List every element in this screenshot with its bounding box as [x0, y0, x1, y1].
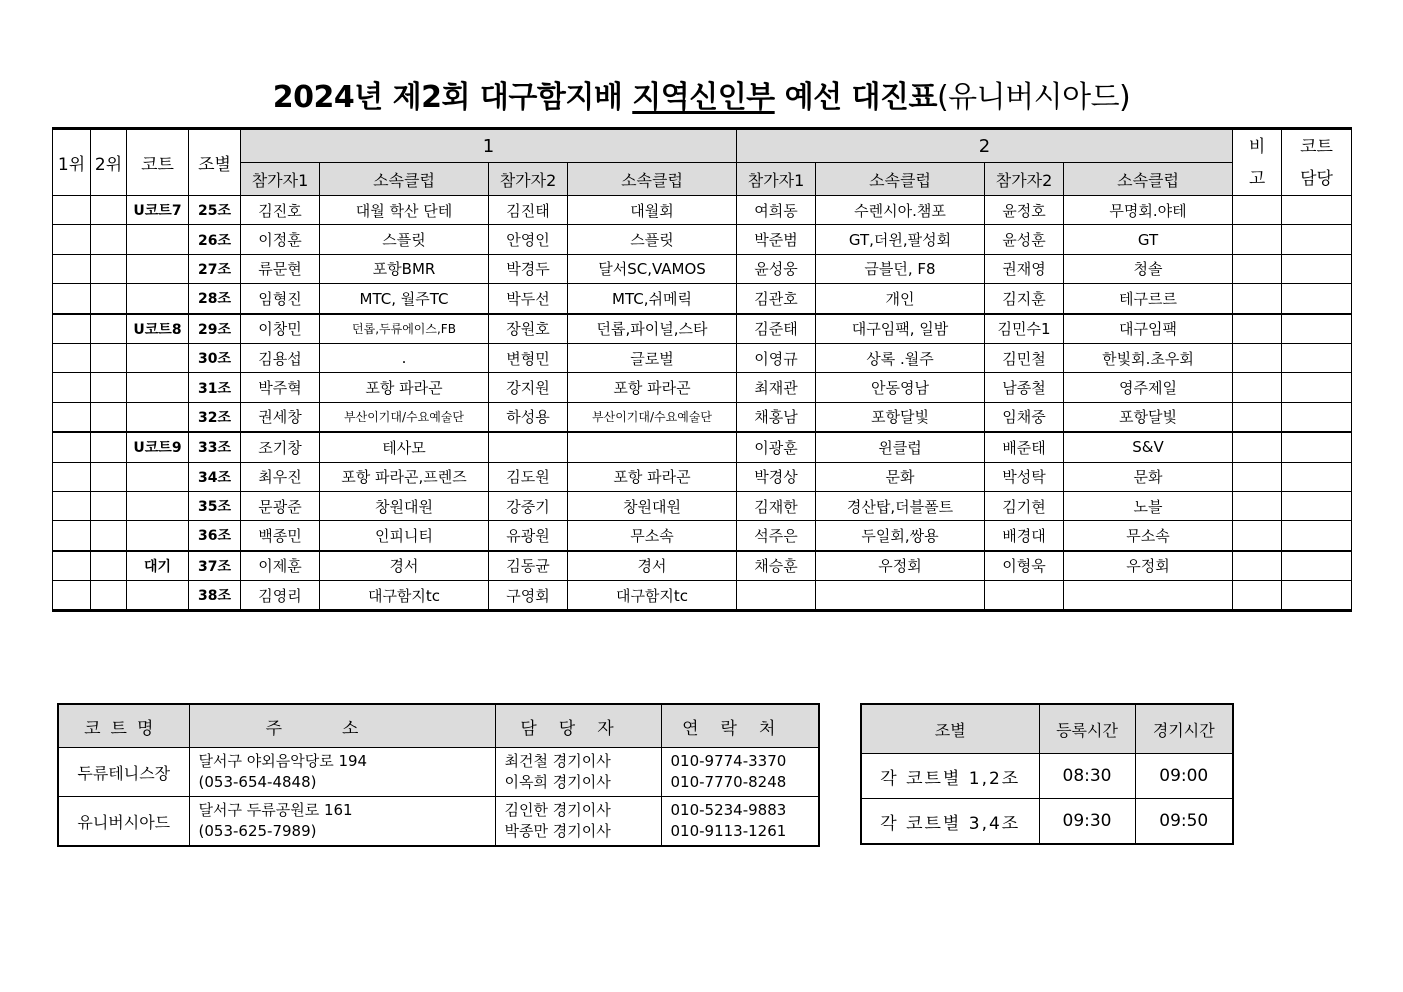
round1-player1: 이창민: [241, 314, 320, 344]
group-label: 31조: [189, 373, 241, 402]
round2-club1: 경산탑,더블폴트: [816, 491, 985, 520]
round1-player2: 박경두: [489, 254, 568, 283]
page-title: [0, 72, 1403, 116]
round1-club1: 인피니티: [320, 521, 489, 551]
round2-player2: 임채중: [985, 402, 1064, 432]
note-cell: [1233, 373, 1282, 402]
round1-player1: 최우진: [241, 462, 320, 491]
registration-time: 09:30: [1039, 799, 1135, 845]
court-label: [127, 373, 189, 402]
round2-player1: 김준태: [737, 314, 816, 344]
title-underlined: 지역신인부: [632, 80, 775, 115]
round2-player1: 박경상: [737, 462, 816, 491]
round2-club1: 문화: [816, 462, 985, 491]
staff-name: 박종만 경기이사: [504, 822, 611, 840]
table-row: [53, 196, 1352, 225]
court-address: [189, 797, 495, 847]
manager-cell: [1282, 254, 1352, 283]
round2-club2: 한빛회.초우회: [1064, 343, 1233, 372]
manager-cell: [1282, 314, 1352, 344]
schedule-table: [860, 703, 1234, 845]
round2-player2: 윤성훈: [985, 225, 1064, 254]
court-contact: [661, 797, 819, 847]
round1-player2: 김진태: [489, 196, 568, 225]
round2-player2: 김기현: [985, 491, 1064, 520]
round1-club1: .: [320, 343, 489, 372]
rank2-cell: [91, 491, 127, 520]
round1-player2: 유광원: [489, 521, 568, 551]
court-label: U코트7: [127, 196, 189, 225]
group-label: 35조: [189, 491, 241, 520]
note-cell: [1233, 314, 1282, 344]
header-club: 소속클럽: [1064, 163, 1233, 196]
court-name: 두류테니스장: [58, 748, 189, 797]
round2-club2: GT: [1064, 225, 1233, 254]
schedule-row: [861, 754, 1233, 799]
table-row: [53, 343, 1352, 372]
round2-player2: 김민철: [985, 343, 1064, 372]
rank2-cell: [91, 432, 127, 462]
manager-cell: [1282, 491, 1352, 520]
round2-club2: 우정회: [1064, 551, 1233, 581]
address-phone: (053-654-4848): [198, 773, 317, 791]
round2-club2: 포항달빛: [1064, 402, 1233, 432]
round2-club1: 수렌시아.챔포: [816, 196, 985, 225]
table-row: [53, 225, 1352, 254]
bracket-table: [52, 127, 1352, 612]
round2-club1: GT,더윈,팔성회: [816, 225, 985, 254]
rank1-cell: [53, 373, 91, 402]
header-address: 주소: [189, 704, 495, 748]
header-p2: 참가자2: [489, 163, 568, 196]
court-label: [127, 521, 189, 551]
rank2-cell: [91, 284, 127, 314]
round2-player2: 남종철: [985, 373, 1064, 402]
note-cell: [1233, 462, 1282, 491]
round2-player1: [737, 581, 816, 611]
round1-club2: 포항 파라곤: [568, 462, 737, 491]
round2-club2: 청솔: [1064, 254, 1233, 283]
round2-club2: S&V: [1064, 432, 1233, 462]
round2-club1: 안동영남: [816, 373, 985, 402]
rank2-cell: [91, 225, 127, 254]
rank2-cell: [91, 551, 127, 581]
round1-player2: 장원호: [489, 314, 568, 344]
round1-club1: 포항 파라곤: [320, 373, 489, 402]
round1-player1: 문광준: [241, 491, 320, 520]
round1-club2: 스플릿: [568, 225, 737, 254]
round2-club2: [1064, 581, 1233, 611]
manager-cell: [1282, 196, 1352, 225]
round2-player1: 채홍남: [737, 402, 816, 432]
title-part1: 2024년 제2회 대구함지배: [272, 80, 633, 115]
manager-cell: [1282, 581, 1352, 611]
court-label: 대기: [127, 551, 189, 581]
note-cell: [1233, 551, 1282, 581]
rank2-cell: [91, 462, 127, 491]
rank2-cell: [91, 343, 127, 372]
note-cell: [1233, 581, 1282, 611]
court-label: [127, 343, 189, 372]
round2-club1: 개인: [816, 284, 985, 314]
round2-player2: [985, 581, 1064, 611]
manager-cell: [1282, 462, 1352, 491]
contact-phone: 010-9774-3370: [670, 752, 787, 770]
round2-club2: 무명회.야테: [1064, 196, 1233, 225]
round2-player1: 석주은: [737, 521, 816, 551]
rank1-cell: [53, 551, 91, 581]
round2-player2: 권재영: [985, 254, 1064, 283]
round1-club2: 던롭,파이널,스타: [568, 314, 737, 344]
court-label: [127, 254, 189, 283]
court-label: [127, 462, 189, 491]
round1-player2: [489, 432, 568, 462]
group-label: 27조: [189, 254, 241, 283]
table-row: [53, 581, 1352, 611]
rank1-cell: [53, 402, 91, 432]
round1-club1: 테사모: [320, 432, 489, 462]
round2-club1: 금블던, F8: [816, 254, 985, 283]
note-cell: [1233, 254, 1282, 283]
round2-player2: 윤정호: [985, 196, 1064, 225]
round2-club1: 포항달빛: [816, 402, 985, 432]
court-label: [127, 581, 189, 611]
note-cell: [1233, 343, 1282, 372]
group-label: 25조: [189, 196, 241, 225]
table-row: [53, 373, 1352, 402]
note-cell: [1233, 284, 1282, 314]
header-p1: 참가자1: [241, 163, 320, 196]
table-row: [53, 462, 1352, 491]
registration-time: 08:30: [1039, 754, 1135, 799]
round2-player2: 김민수1: [985, 314, 1064, 344]
rank1-cell: [53, 284, 91, 314]
contact-phone: 010-5234-9883: [670, 801, 787, 819]
header-club: 소속클럽: [568, 163, 737, 196]
manager-cell: [1282, 225, 1352, 254]
rank1-cell: [53, 254, 91, 283]
round1-club2: 달서SC,VAMOS: [568, 254, 737, 283]
round1-club2: 글로벌: [568, 343, 737, 372]
header-club: 소속클럽: [816, 163, 985, 196]
schedule-group: 각 코트별 1,2조: [861, 754, 1039, 799]
rank2-cell: [91, 314, 127, 344]
round2-club1: [816, 581, 985, 611]
group-label: 26조: [189, 225, 241, 254]
round1-club1: 대월 학산 단테: [320, 196, 489, 225]
round1-player1: 권세창: [241, 402, 320, 432]
note-cell: [1233, 402, 1282, 432]
round1-player1: 박주혁: [241, 373, 320, 402]
round1-player1: 백종민: [241, 521, 320, 551]
round2-player2: 박성탁: [985, 462, 1064, 491]
court-row: [58, 797, 819, 847]
round1-player1: 김영리: [241, 581, 320, 611]
court-info-table: [57, 703, 820, 847]
manager-cell: [1282, 284, 1352, 314]
group-label: 33조: [189, 432, 241, 462]
rank2-cell: [91, 196, 127, 225]
table-row: [53, 491, 1352, 520]
bracket-body: [53, 196, 1352, 611]
rank1-cell: [53, 521, 91, 551]
note-cell: [1233, 225, 1282, 254]
header-time-group: 조별: [861, 704, 1039, 754]
round2-club1: 윈클럽: [816, 432, 985, 462]
rank2-cell: [91, 521, 127, 551]
header-round1: 1: [241, 129, 737, 163]
round2-club1: 우정회: [816, 551, 985, 581]
round1-club1: 포항BMR: [320, 254, 489, 283]
round2-club2: 문화: [1064, 462, 1233, 491]
round2-player2: 배준태: [985, 432, 1064, 462]
round1-player1: 류문현: [241, 254, 320, 283]
header-round2: 2: [737, 129, 1233, 163]
round2-player1: 여희동: [737, 196, 816, 225]
round1-player2: 변형민: [489, 343, 568, 372]
round2-club2: 무소속: [1064, 521, 1233, 551]
round1-player1: 조기창: [241, 432, 320, 462]
round1-club1: MTC, 월주TC: [320, 284, 489, 314]
header-staff: 담당자: [495, 704, 661, 748]
round1-club2: 경서: [568, 551, 737, 581]
address-line: 달서구 야외음악당로 194: [198, 752, 368, 770]
header-rank1: 1위: [53, 129, 91, 196]
court-label: [127, 284, 189, 314]
header-reg-time: 등록시간: [1039, 704, 1135, 754]
table-row: [53, 551, 1352, 581]
round1-club1: 부산이기대/수요예술단: [320, 402, 489, 432]
note-cell: [1233, 521, 1282, 551]
court-label: U코트8: [127, 314, 189, 344]
manager-cell: [1282, 343, 1352, 372]
manager-cell: [1282, 521, 1352, 551]
table-row: [53, 314, 1352, 344]
round2-club2: 노블: [1064, 491, 1233, 520]
round2-player2: 배경대: [985, 521, 1064, 551]
round1-club1: 창원대원: [320, 491, 489, 520]
round2-player1: 최재관: [737, 373, 816, 402]
round1-player1: 김진호: [241, 196, 320, 225]
group-label: 28조: [189, 284, 241, 314]
contact-phone: 010-7770-8248: [670, 773, 787, 791]
group-label: 38조: [189, 581, 241, 611]
schedule-row: [861, 799, 1233, 845]
manager-cell: [1282, 551, 1352, 581]
round1-player2: 하성용: [489, 402, 568, 432]
header-note: 비고: [1233, 129, 1282, 196]
note-cell: [1233, 196, 1282, 225]
round2-club2: 대구임팩: [1064, 314, 1233, 344]
rank2-cell: [91, 402, 127, 432]
round1-player1: 임형진: [241, 284, 320, 314]
court-staff: [495, 748, 661, 797]
round1-player1: 김용섭: [241, 343, 320, 372]
header-p2: 참가자2: [985, 163, 1064, 196]
header-court-name: 코트명: [58, 704, 189, 748]
note-cell: [1233, 491, 1282, 520]
round1-club2: 대구함지tc: [568, 581, 737, 611]
contact-phone: 010-9113-1261: [670, 822, 787, 840]
game-time: 09:50: [1135, 799, 1233, 845]
round1-club2: MTC,쉬메릭: [568, 284, 737, 314]
rank1-cell: [53, 581, 91, 611]
round2-club1: 대구임팩, 일밤: [816, 314, 985, 344]
round1-club1: 스플릿: [320, 225, 489, 254]
round2-player1: 김재한: [737, 491, 816, 520]
rank1-cell: [53, 225, 91, 254]
group-label: 36조: [189, 521, 241, 551]
round1-club1: 경서: [320, 551, 489, 581]
header-club: 소속클럽: [320, 163, 489, 196]
court-staff: [495, 797, 661, 847]
manager-cell: [1282, 432, 1352, 462]
round2-player1: 윤성웅: [737, 254, 816, 283]
round1-player1: 이제훈: [241, 551, 320, 581]
court-label: [127, 491, 189, 520]
round2-player1: 채승훈: [737, 551, 816, 581]
group-label: 34조: [189, 462, 241, 491]
round1-player1: 이정훈: [241, 225, 320, 254]
staff-name: 이옥희 경기이사: [504, 773, 611, 791]
round1-club2: 창원대원: [568, 491, 737, 520]
round1-player2: 박두선: [489, 284, 568, 314]
manager-cell: [1282, 402, 1352, 432]
round2-club1: 상록 .월주: [816, 343, 985, 372]
court-contact: [661, 748, 819, 797]
header-game-time: 경기시간: [1135, 704, 1233, 754]
round2-club1: 두일회,쌍용: [816, 521, 985, 551]
round1-club2: 대월회: [568, 196, 737, 225]
court-name: 유니버시아드: [58, 797, 189, 847]
round1-player2: 강지원: [489, 373, 568, 402]
round1-player2: 김동균: [489, 551, 568, 581]
group-label: 29조: [189, 314, 241, 344]
round1-player2: 구영회: [489, 581, 568, 611]
round2-club2: 영주제일: [1064, 373, 1233, 402]
table-row: [53, 432, 1352, 462]
table-row: [53, 254, 1352, 283]
court-address: [189, 748, 495, 797]
header-p1: 참가자1: [737, 163, 816, 196]
round1-club2: 부산이기대/수요예술단: [568, 402, 737, 432]
court-row: [58, 748, 819, 797]
round1-club1: 던롭,두류에이스,FB: [320, 314, 489, 344]
rank2-cell: [91, 254, 127, 283]
round1-player2: 안영인: [489, 225, 568, 254]
game-time: 09:00: [1135, 754, 1233, 799]
round1-player2: 김도원: [489, 462, 568, 491]
rank1-cell: [53, 491, 91, 520]
title-part2: 예선 대진표: [774, 80, 937, 115]
group-label: 37조: [189, 551, 241, 581]
round1-club2: 포항 파라곤: [568, 373, 737, 402]
title-paren: (유니버시아드): [936, 80, 1131, 115]
rank2-cell: [91, 581, 127, 611]
schedule-group: 각 코트별 3,4조: [861, 799, 1039, 845]
rank1-cell: [53, 462, 91, 491]
rank2-cell: [91, 373, 127, 402]
table-row: [53, 284, 1352, 314]
manager-cell: [1282, 373, 1352, 402]
header-rank2: 2위: [91, 129, 127, 196]
table-row: [53, 521, 1352, 551]
rank1-cell: [53, 343, 91, 372]
group-label: 32조: [189, 402, 241, 432]
header-contact: 연락처: [661, 704, 819, 748]
round2-player1: 이광훈: [737, 432, 816, 462]
address-line: 달서구 두류공원로 161: [198, 801, 353, 819]
round2-player1: 박준범: [737, 225, 816, 254]
rank1-cell: [53, 196, 91, 225]
round1-club2: 무소속: [568, 521, 737, 551]
round2-player2: 이형욱: [985, 551, 1064, 581]
header-manager: 코트담당: [1282, 129, 1352, 196]
court-label: [127, 225, 189, 254]
round2-club2: 테구르르: [1064, 284, 1233, 314]
header-court: 코트: [127, 129, 189, 196]
round1-club1: 대구함지tc: [320, 581, 489, 611]
group-label: 30조: [189, 343, 241, 372]
round2-player2: 김지훈: [985, 284, 1064, 314]
note-cell: [1233, 432, 1282, 462]
staff-name: 최건철 경기이사: [504, 752, 611, 770]
table-row: [53, 402, 1352, 432]
court-label: U코트9: [127, 432, 189, 462]
round1-player2: 강중기: [489, 491, 568, 520]
round1-club2: [568, 432, 737, 462]
round2-player1: 김관호: [737, 284, 816, 314]
staff-name: 김인한 경기이사: [504, 801, 611, 819]
rank1-cell: [53, 432, 91, 462]
rank1-cell: [53, 314, 91, 344]
court-label: [127, 402, 189, 432]
round2-player1: 이영규: [737, 343, 816, 372]
round1-club1: 포항 파라곤,프렌즈: [320, 462, 489, 491]
address-phone: (053-625-7989): [198, 822, 317, 840]
header-group: 조별: [189, 129, 241, 196]
